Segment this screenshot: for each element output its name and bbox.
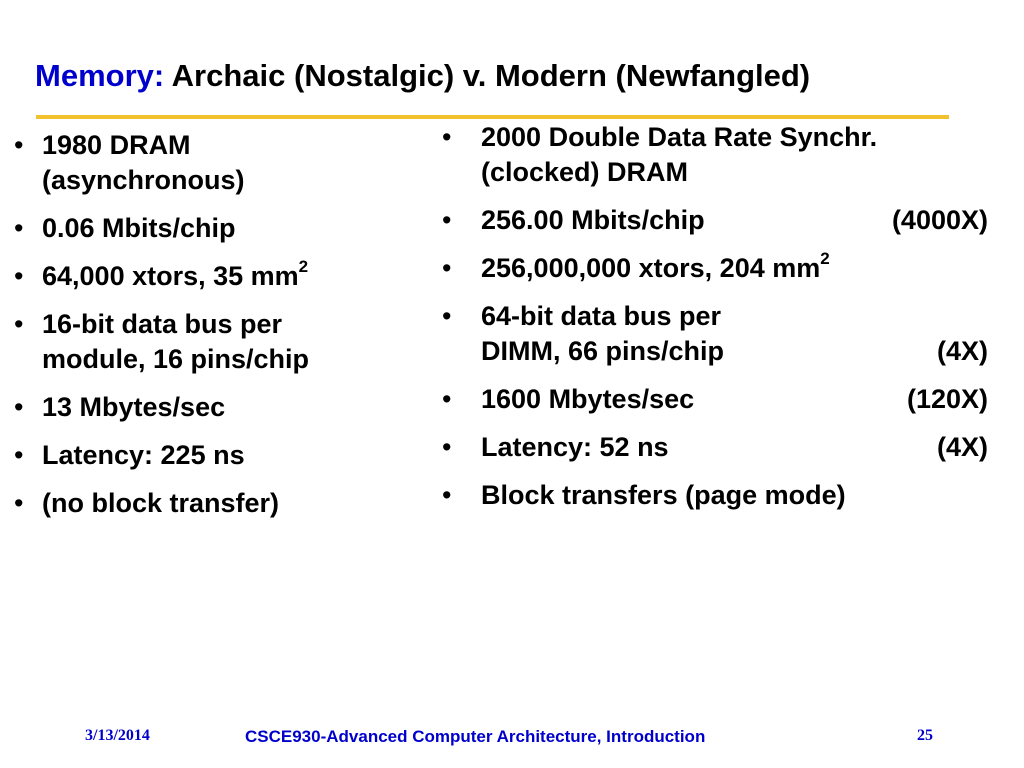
list-item xyxy=(440,120,988,190)
item-text: Block transfers (page mode) xyxy=(481,480,846,510)
item-line: 2000 Double Data Rate Synchr. xyxy=(481,122,878,152)
list-item xyxy=(440,382,988,417)
bullet-icon: • xyxy=(14,440,24,470)
list-item xyxy=(440,478,988,513)
item-text: DIMM, 66 pins/chip xyxy=(481,336,725,366)
bullet-icon: • xyxy=(442,205,452,235)
item-row xyxy=(481,334,988,369)
improvement-factor: (120X) xyxy=(906,384,988,414)
bullet-icon: • xyxy=(442,384,452,414)
list-item xyxy=(12,438,412,473)
item-line: 16-bit data bus per xyxy=(42,309,283,339)
bullet-icon: • xyxy=(442,432,452,462)
item-text: 1600 Mbytes/sec xyxy=(481,384,695,414)
list-item xyxy=(12,307,412,377)
bullet-icon: • xyxy=(14,488,24,518)
item-text: Latency: 52 ns xyxy=(481,432,669,462)
improvement-factor: (4X) xyxy=(936,336,988,366)
left-bullet-list xyxy=(12,128,412,534)
bullet-icon: • xyxy=(442,122,452,152)
bullet-icon: • xyxy=(14,261,24,291)
improvement-factor: (4X) xyxy=(936,432,988,462)
title-text: Archaic (Nostalgic) v. Modern (Newfangled) xyxy=(164,58,811,93)
list-item xyxy=(440,299,988,369)
footer-page-number: 25 xyxy=(917,727,933,744)
item-row xyxy=(481,203,988,238)
list-item xyxy=(440,251,988,286)
slide-title xyxy=(35,58,810,94)
item-text: 0.06 Mbits/chip xyxy=(42,213,236,243)
title-accent: Memory: xyxy=(35,58,165,93)
footer-date: 3/13/2014 xyxy=(85,727,150,744)
bullet-icon: • xyxy=(442,253,452,283)
item-line: module, 16 pins/chip xyxy=(42,344,310,374)
list-item xyxy=(12,211,412,246)
bullet-icon: • xyxy=(442,480,452,510)
bullet-icon: • xyxy=(442,301,452,331)
bullet-icon: • xyxy=(14,392,24,422)
title-divider xyxy=(36,115,949,119)
improvement-factor: (4000X) xyxy=(891,205,988,235)
list-item xyxy=(12,128,412,198)
item-text: (no block transfer) xyxy=(42,488,280,518)
item-line: 1980 DRAM xyxy=(42,130,191,160)
list-item xyxy=(440,430,988,465)
bullet-icon: • xyxy=(14,309,24,339)
footer-course-title: CSCE930-Advanced Computer Architecture, Introduction xyxy=(245,727,706,746)
item-row xyxy=(481,430,988,465)
right-bullet-list xyxy=(440,120,988,526)
superscript: 2 xyxy=(820,249,830,268)
bullet-icon: • xyxy=(14,213,24,243)
item-line: (clocked) DRAM xyxy=(481,157,689,187)
superscript: 2 xyxy=(298,257,309,276)
item-row xyxy=(481,382,988,417)
item-line: 64-bit data bus per xyxy=(481,301,722,331)
item-text: 256,000,000 xtors, 204 mm xyxy=(481,253,821,283)
item-text: 256.00 Mbits/chip xyxy=(481,205,705,235)
list-item xyxy=(12,486,412,521)
list-item xyxy=(12,259,412,294)
item-line: (asynchronous) xyxy=(42,165,245,195)
item-text: 64,000 xtors, 35 mm xyxy=(42,261,299,291)
list-item xyxy=(440,203,988,238)
item-text: Latency: 225 ns xyxy=(42,440,245,470)
bullet-icon: • xyxy=(14,130,24,160)
item-text: 13 Mbytes/sec xyxy=(42,392,226,422)
list-item xyxy=(12,390,412,425)
